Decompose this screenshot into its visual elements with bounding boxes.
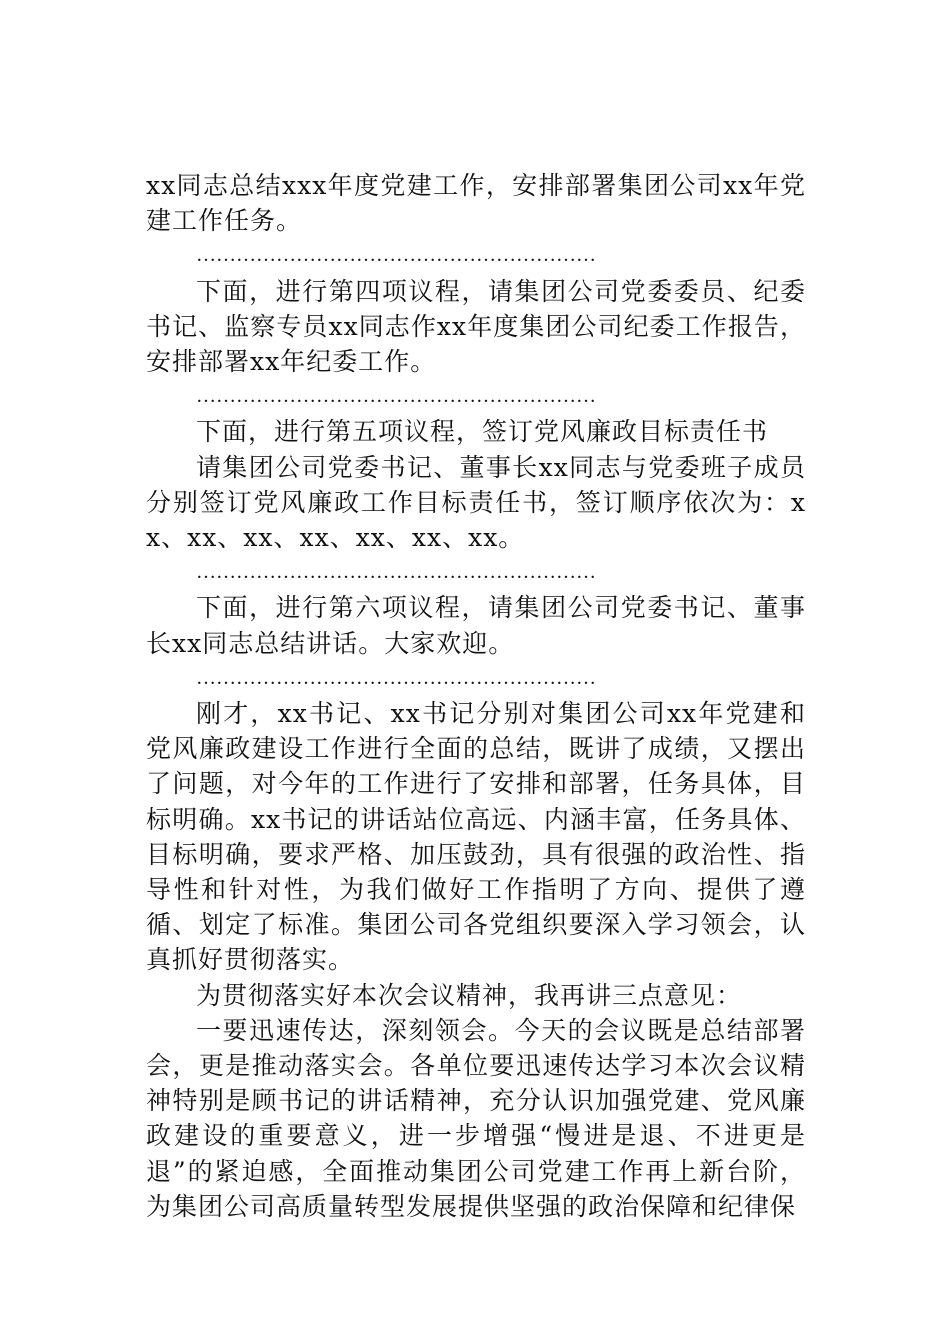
paragraph-three-points: 为贯彻落实好本次会议精神，我再讲三点意见： bbox=[196, 980, 743, 1010]
paragraph-agenda-5: 下面，进行第五项议程，签订党风廉政目标责任书 bbox=[196, 417, 769, 447]
paragraph-agenda-6: 下面，进行第六项议程，请集团公司党委书记、董事长xx同志总结讲话。大家欢迎。 bbox=[146, 593, 806, 658]
ellipsis-separator-1: …………………………………………………… bbox=[196, 244, 596, 267]
ellipsis-separator-2: …………………………………………………… bbox=[196, 385, 596, 408]
paragraph-summary: 刚才，xx书记、xx书记分别对集团公司xx年党建和党风廉政建设工作进行全面的总结，既讲了成绩，又摆出了问题，对今年的工作进行了安排和部署，任务具体，目标明确。xx书记的讲话站位高远、内涵丰富，任务具体、目标明确，要求严格、加压鼓劲，具有很强的政治性、指导性和针对性，为我们做好工作指明了方向、提供了遵循、划定了标准。集团公司各党组织要深入学习领会，认真抓好贯彻落实。 bbox=[146, 698, 806, 975]
paragraph-point-one: 一要迅速传达，深刻领会。今天的会议既是总结部署会，更是推动落实会。各单位要迅速传达学习本次会议精神特别是顾书记的讲话精神，充分认识加强党建、党风廉政建设的重要意义，进一步增强“慢进是退、不进更是退”的紧迫感，全面推动集团公司党建工作再上新台阶，为集团公司高质量转型发展提供坚强的政治保障和纪律保 bbox=[146, 1015, 806, 1221]
paragraph-1: xx同志总结xxx年度党建工作，安排部署集团公司xx年党建工作任务。 bbox=[146, 171, 806, 236]
ellipsis-separator-3: …………………………………………………… bbox=[196, 561, 596, 584]
ellipsis-separator-4: …………………………………………………… bbox=[196, 666, 596, 689]
paragraph-agenda-4: 下面，进行第四项议程，请集团公司党委委员、纪委书记、监察专员xx同志作xx年度集团公司纪委工作报告，安排部署xx年纪委工作。 bbox=[146, 276, 806, 376]
document-body bbox=[146, 168, 806, 1224]
paragraph-signing-order: 请集团公司党委书记、董事长xx同志与党委班子成员分别签订党风廉政工作目标责任书，签订顺序依次为：xx、xx、xx、xx、xx、xx、xx。 bbox=[146, 452, 806, 552]
